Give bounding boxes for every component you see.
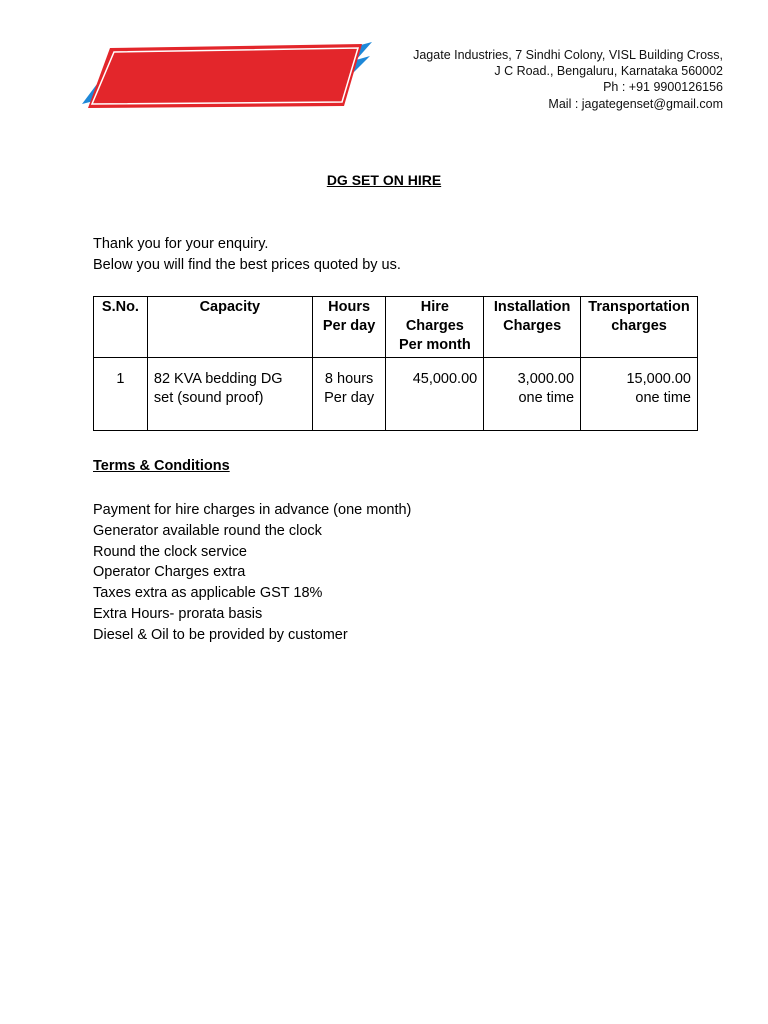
terms-list	[93, 500, 411, 646]
header-installation-charges: Installation Charges	[484, 297, 581, 358]
cell-hire-charges: 45,000.00	[386, 358, 484, 431]
company-address-block	[413, 47, 723, 112]
cell-hours: 8 hours Per day	[312, 358, 386, 431]
terms-item: Round the clock service	[93, 543, 247, 560]
header-hours: Hours Per day	[312, 297, 386, 358]
cell-capacity: 82 KVA bedding DG set (sound proof)	[147, 358, 312, 431]
terms-item: Payment for hire charges in advance (one month)	[93, 502, 412, 518]
header-hire-charges: Hire Charges Per month	[386, 297, 484, 358]
document-title: DG SET ON HIRE	[326, 172, 442, 188]
jagate-gen-sets-logo	[80, 42, 374, 110]
intro-text	[93, 234, 401, 276]
address-line-2: J C Road., Bengaluru, Karnataka 560002	[494, 64, 723, 79]
intro-line-1: Thank you for your enquiry.	[93, 236, 269, 252]
cell-transportation-charges: 15,000.00 one time	[581, 358, 698, 431]
header-sno: S.No.	[94, 297, 148, 358]
cell-sno: 1	[94, 358, 148, 431]
quotation-table	[93, 296, 698, 431]
email-address: Mail : jagategenset@gmail.com	[548, 96, 723, 111]
address-line-1: Jagate Industries, 7 Sindhi Colony, VISL Building Cross,	[413, 48, 723, 62]
terms-item: Operator Charges extra	[93, 564, 246, 581]
table-header-row	[94, 297, 698, 358]
intro-line-2: Below you will find the best prices quoted by us.	[93, 257, 401, 273]
header-transportation-charges: Transportation charges	[581, 297, 698, 358]
cell-installation-charges: 3,000.00 one time	[484, 358, 581, 431]
header-capacity: Capacity	[147, 297, 312, 358]
terms-item: Diesel & Oil to be provided by customer	[93, 626, 348, 643]
terms-item: Extra Hours- prorata basis	[93, 605, 263, 622]
phone-number: Ph : +91 9900126156	[603, 80, 723, 95]
terms-item: Taxes extra as applicable GST 18%	[93, 585, 323, 602]
table-row	[94, 358, 698, 431]
company-logo	[80, 42, 374, 110]
terms-heading: Terms & Conditions	[93, 458, 230, 474]
terms-item: Generator available round the clock	[93, 522, 322, 539]
